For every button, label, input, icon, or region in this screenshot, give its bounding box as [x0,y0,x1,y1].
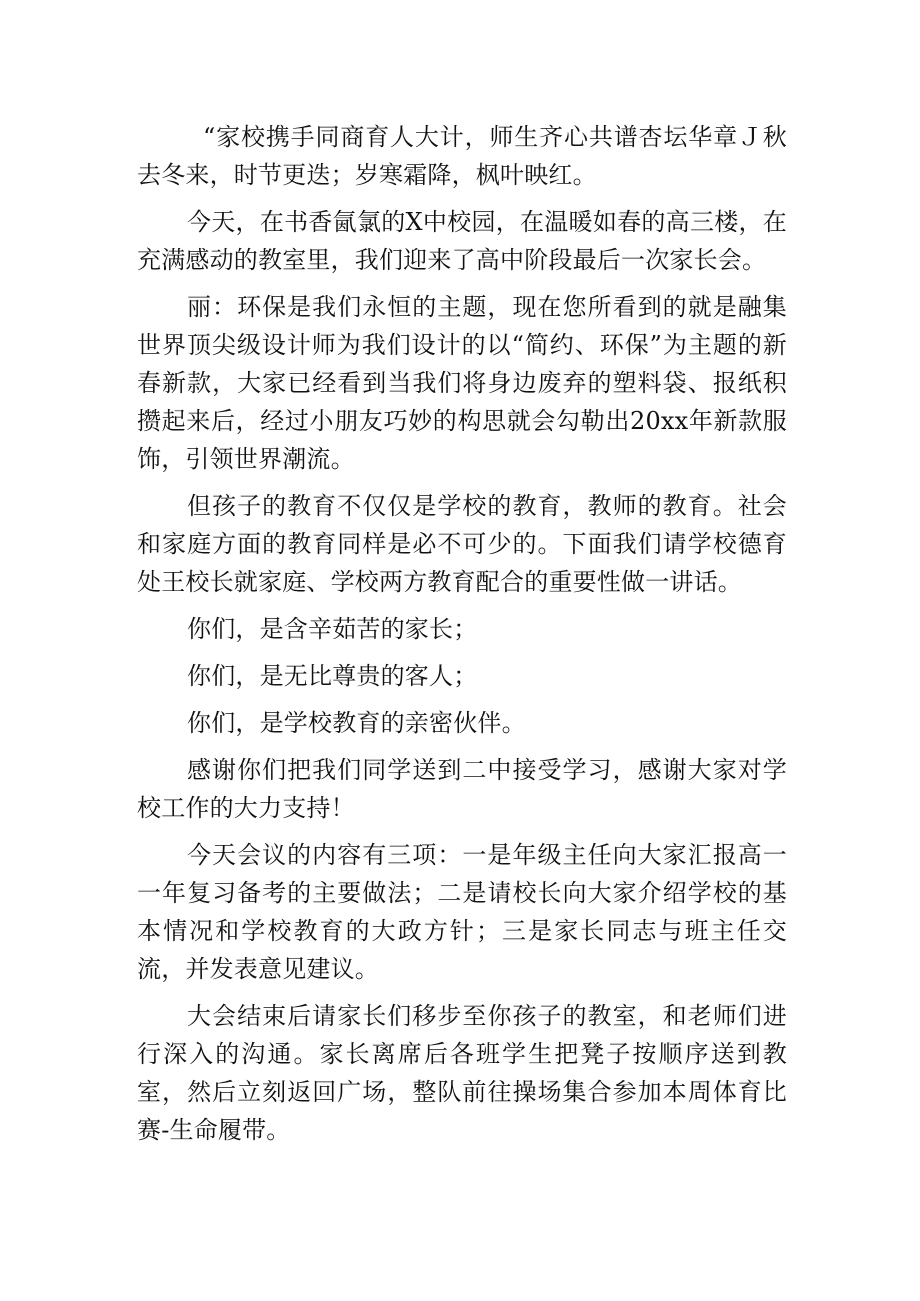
paragraph: 今天，在书香氤氯的X中校园，在温暖如春的高三楼，在充满感动的教室里，我们迎来了高中阶段最后一次家长会。 [137,208,787,274]
paragraph: 今天会议的内容有三项：一是年级主任向大家汇报高一一年复习备考的主要做法；二是请校长向大家介绍学校的基本情况和学校教育的大政方针；三是家长同志与班主任交流，并发表意见建议。 [137,841,787,983]
paragraph: 大会结束后请家长们移步至你孩子的教室，和老师们进行深入的沟通。家长离席后各班学生把凳子按顺序送到教室，然后立刻返回广场，整队前往操场集合参加本周体育比赛-生命履带。 [137,1002,787,1144]
paragraph: “家校携手同商育人大计，师生齐心共谱杏坛华章Ｊ秋去冬来，时节更迭；岁寒霜降，枫叶映红。 [137,123,787,189]
paragraph: 你们，是含辛茹苦的家长； [187,615,478,643]
paragraph: 感谢你们把我们同学送到二中接受学习，感谢大家对学校工作的大力支持！ [137,756,787,822]
paragraph: 但孩子的教育不仅仅是学校的教育，教师的教育。社会和家庭方面的教育同样是必不可少的。下面我们请学校德育处王校长就家庭、学校两方教育配合的重要性做一讲话。 [137,492,787,596]
paragraph: 你们，是学校教育的亲密伙伴。 [187,709,526,737]
document-body [137,118,787,1158]
paragraph: 丽：环保是我们永恒的主题，现在您所看到的就是融集世界顶尖级设计师为我们设计的以“简约、环保”为主题的新春新款，大家已经看到当我们将身边废弃的塑料袋、报纸积攒起来后，经过小朋友巧妙的构思就会勾勒出20xx年新款服饰，引领世界潮流。 [137,293,787,473]
paragraph: 你们，是无比尊贵的客人； [187,662,478,690]
